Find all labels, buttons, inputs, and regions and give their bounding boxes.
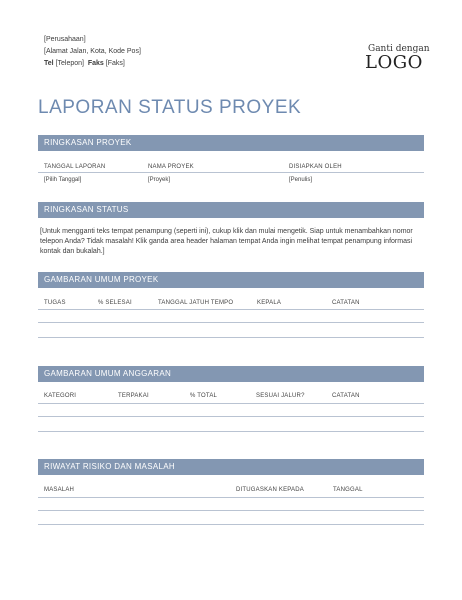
column-task: TUGAS: [44, 300, 66, 306]
tel-value: [Telepon]: [55, 60, 84, 67]
column-percent-complete: % SELESAI: [98, 300, 132, 306]
column-date: TANGGAL: [333, 487, 363, 493]
column-spent: TERPAKAI: [118, 393, 149, 399]
column-notes: CATATAN: [332, 300, 360, 306]
column-lead: KEPALA: [257, 300, 282, 306]
tel-label: Tel: [44, 60, 54, 67]
table-row-divider: [38, 322, 424, 323]
column-due-date: TANGGAL JATUH TEMPO: [158, 300, 234, 306]
divider: [38, 172, 424, 173]
table-row-divider: [38, 403, 424, 404]
table-row-divider: [38, 497, 424, 498]
column-on-track: SESUAI JALUR?: [256, 393, 305, 399]
table-row-divider: [38, 524, 424, 525]
section-header-project-overview: GAMBARAN UMUM PROYEK: [38, 272, 424, 288]
table-row-divider: [38, 431, 424, 432]
table-row-divider: [38, 510, 424, 511]
project-name-field[interactable]: [Proyek]: [148, 177, 171, 183]
fax-value: [Faks]: [105, 60, 125, 67]
company-address: [Alamat Jalan, Kota, Kode Pos]: [44, 48, 141, 55]
column-percent-total: % TOTAL: [190, 393, 218, 399]
logo-caption: Ganti dengan: [368, 44, 430, 54]
page-title: LAPORAN STATUS PROYEK: [38, 97, 302, 118]
company-name: [Perusahaan]: [44, 36, 86, 43]
fax-label: Faks: [87, 60, 104, 67]
column-project-name: NAMA PROYEK: [148, 164, 194, 170]
table-row-divider: [38, 337, 424, 338]
contact-line: [44, 59, 125, 68]
table-row-divider: [38, 416, 424, 417]
section-header-project-summary: RINGKASAN PROYEK: [38, 135, 424, 151]
author-field[interactable]: [Penulis]: [289, 177, 313, 183]
table-row-divider: [38, 309, 424, 310]
column-notes: CATATAN: [332, 393, 360, 399]
logo-text: LOGO: [365, 52, 423, 73]
column-category: KATEGORI: [44, 393, 77, 399]
column-assigned-to: DITUGASKAN KEPADA: [236, 487, 304, 493]
section-header-status-summary: RINGKASAN STATUS: [38, 202, 424, 218]
status-summary-text[interactable]: [Untuk mengganti teks tempat penampung (seperti ini), cukup klik dan mulai mengetik. Siap untuk menambahkan nomor telepon Anda? Tidak masalah! Klik ganda area header halaman tempat Anda ingin melihat tempat penampung informasi kontak dan bukalah.]: [40, 228, 413, 255]
column-report-date: TANGGAL LAPORAN: [44, 164, 106, 170]
section-header-risk-history: RIWAYAT RISIKO DAN MASALAH: [38, 459, 424, 475]
report-date-field[interactable]: [Pilih Tanggal]: [44, 177, 82, 183]
section-header-budget-overview: GAMBARAN UMUM ANGGARAN: [38, 366, 424, 382]
column-prepared-by: DISIAPKAN OLEH: [289, 164, 342, 170]
column-issue: MASALAH: [44, 487, 75, 493]
